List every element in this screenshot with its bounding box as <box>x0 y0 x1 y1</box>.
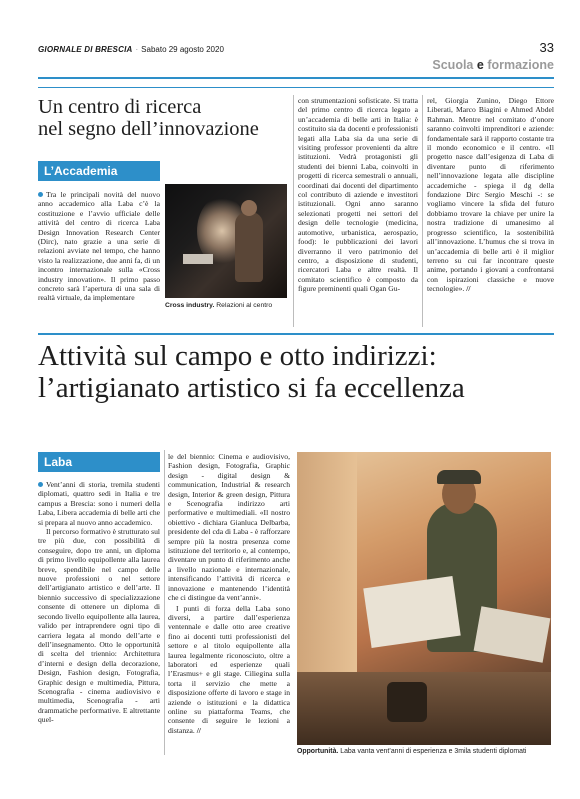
bullet-icon <box>38 482 43 487</box>
section-word-1: Scuola <box>432 58 474 72</box>
article1-column-3: rel, Giorgia Zunino, Diego Ettore Liberati, Marco Biagini e Ahmed Abdel Rahman. Mentre nel comitato d’onore saranno coinvolti imprenditori e aziende: fondamentale sarà il rapporto costante tra il mondo economico e il centro. «Il progetto nasce dall’esigenza di Laba di diventare punto di riferimento nell’innovazione legata alle discipline accademiche - spiega il dg della fondazione Dirc Sergio Meschi -: se vogliamo vincere la sfida del futuro dobbiamo trovare la chiave per unire la nostra tradizione di umanesimo al progresso scientifico, la sostenibilità all’innovazione. L’humus che si trova in un’accademia di belle arti è il miglior terreno su cui far incontrare queste anime, portando i giovani a confrontarsi con ispirazioni classiche e nuove tecnologie». // <box>427 96 554 294</box>
column-divider <box>422 95 423 327</box>
article1-column-1: Tra le principali novità del nuovo anno accademico alla Laba c’è la costituzione e l’avvio ufficiale delle attività del centro di ricerca Laba Design Innovation Research Center (Dirc), nato grazie a una serie di relazioni avviate nel tempo, che hanno visto la realizzazione, due anni fa, di un incontro internazionale sulla «Cross industry innovation». Il primo passo concreto sarà l’apertura di una sala di realtà virtuale, da implementare <box>38 190 160 303</box>
article2-column-1: Vent’anni di storia, tremila studenti diplomati, quattro sedi in Italia e tre campus a Brescia: sono i numeri della Laba, Libera accademia di belle arti che si prepara al nuovo anno accademico. Il percorso formativo è strutturato sul tre più due, con possibilità di conseguire, dopo tre anni, un diploma di primo livello equipollente alla laurea breve, spendibile nel campo delle nuove professioni o nel settore dell’artigianato artistico e dell’arte. Il biennio successivo di specializzazione consente di ottenere un diploma di secondo livello equipollente alla laurea, valido per intraprendere ogni tipo di carriera legata al mondo dell’arte e dell’insegnamento. Otto le opportunità di scelta del triennio: Architettura d’interni e design della decorazione, Design, Fashion design, Fotografia, Graphic design e multimedia, Pittura, Scenografia - cinema audiovisivo e multimedia, Scenografia - arti drammatiche performative. E altrettante quel- <box>38 480 160 725</box>
top-divider <box>38 77 554 79</box>
newspaper-name: GIORNALE DI BRESCIA <box>38 45 133 54</box>
article-divider <box>38 333 554 335</box>
section-word-2: e <box>476 58 484 72</box>
article1-column-2: con strumentazioni sofisticate. Si tratta del primo centro di ricerca legato a un’accademia di belle arti in Italia: è costituito sia da docenti e professionisti legati alla Laba sia da una serie di visiting professor provenienti da altre istituzioni. Vedrà protagonisti gli studenti dei bienni Laba, coinvolti in progetti di ricerca semestrali o annuali, coordinati dai docenti del dipartimento col contributo di aziende e investitori istituzionali. Ogni anno saranno selezionati progetti nei settori del design delle tecnologie (medicina, automotive, urbanistica, aerospazio, food): le pubblicazioni dei lavori diverranno il vero patrimonio del centro, a disposizione di studenti, ricercatori Laba e altre realtà. Il comitato scientifico è composto da figure preminenti quali Ogan Gu- <box>298 96 419 294</box>
article1-headline: Un centro di ricerca nel segno dell’innovazione <box>38 96 259 140</box>
top-divider-thin <box>38 87 554 88</box>
section-word-3: formazione <box>487 58 554 72</box>
section-header <box>410 58 554 74</box>
article2-photo-caption: Opportunità. Laba vanta vent’anni di esperienza e 3mila studenti diplomati <box>297 748 527 755</box>
masthead: GIORNALE DI BRESCIA · Sabato 29 agosto 2020 <box>38 45 224 54</box>
page-number: 33 <box>539 40 554 55</box>
column-divider <box>164 450 165 755</box>
issue-date: Sabato 29 agosto 2020 <box>141 45 224 54</box>
article1-photo-caption: Cross industry. Relazioni al centro <box>165 302 273 309</box>
article2-headline: Attività sul campo e otto indirizzi: l’artigianato artistico si fa eccellenza <box>38 340 465 404</box>
article2-column-2: le del biennio: Cinema e audiovisivo, Fashion design, Fotografia, Graphic design - digital design & communication, Industrial & research design, Interior & green design, Pittura e Scenografia indirizzo arti performative e multimediali. «Il nostro obiettivo - dichiara Gianluca Delbarba, presidente del cda di Laba - è rafforzare sempre più la nostra presenza come istituzione del territorio e, al contempo, diventare un punto di riferimento anche a livello nazionale e internazionale, intensificando l’attività di ricerca e innovazione e mantenendo l’identità che ci distingue da vent’anni». I punti di forza della Laba sono diversi, a partire dall’esperienza ventennale e dalle otto aree creative fino ai docenti tutti professionisti del settore e al titolo equipollente alla laurea legalmente riconosciuto, oltre a laboratori ed esperienze quali l’Erasmus+ e gli stage. Ciliegina sulla torta il servizio che mette a disposizione offerte di lavoro e stage in aziende o istituzioni e la didattica online su piattaforma Teams, che consente di seguire le lezioni a distanza. // <box>168 452 290 735</box>
column-divider <box>293 95 294 327</box>
article1-kicker: L’Accademia <box>38 161 160 181</box>
article2-photo <box>297 452 551 745</box>
article1-photo <box>165 184 287 298</box>
article2-kicker: Laba <box>38 452 160 472</box>
bullet-icon <box>38 192 43 197</box>
